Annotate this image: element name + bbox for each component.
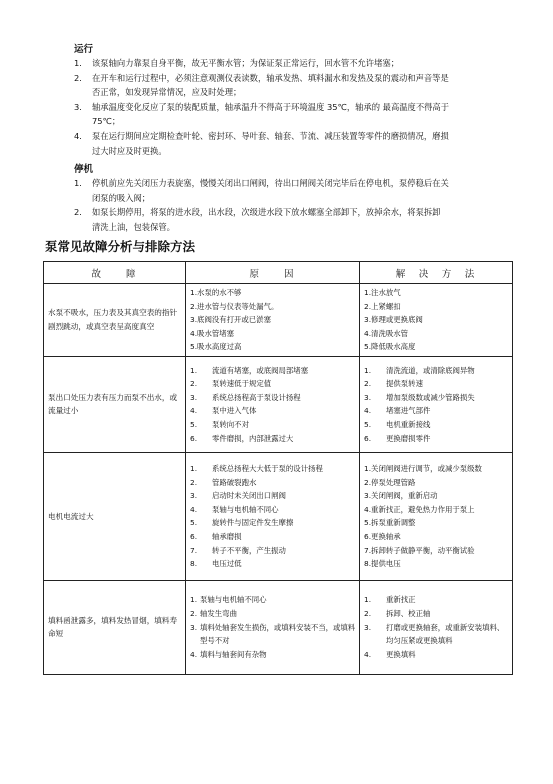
solution-text: 1.关闭闸阀进行调节，或减少泵级数 — [364, 464, 482, 474]
solution-line — [364, 286, 510, 300]
solution-number: 2. — [364, 609, 372, 619]
solution-line — [364, 607, 510, 621]
solution-text: 重新找正 — [386, 595, 416, 605]
list-item-text — [92, 129, 514, 158]
solution-text: 打磨或更换轴套，或重新安装填料、均匀压紧或更换填料 — [386, 622, 505, 646]
cause-line — [190, 621, 357, 648]
cause-text: 启动时未关闭出口闸阀 — [212, 491, 286, 501]
cause-text: 1.水泵的水不够 — [190, 288, 242, 297]
cause-line — [190, 340, 357, 354]
solution-line — [364, 404, 510, 418]
cause-number: 3. — [190, 622, 198, 632]
solution-line — [364, 432, 510, 446]
cause-text: 填料与轴套间有杂物 — [200, 649, 267, 659]
solution-text: 堵塞进气部件 — [386, 406, 431, 416]
cause-line — [190, 391, 357, 405]
solution-number: 1. — [364, 595, 372, 605]
cause-line — [190, 462, 357, 476]
header-fault: 故 障 — [44, 262, 186, 284]
solution-line — [364, 327, 510, 341]
solution-cell — [360, 580, 513, 674]
solution-cell — [360, 284, 513, 357]
list-item-number: 3. — [74, 101, 82, 112]
solution-text: 提供泵转速 — [386, 379, 423, 389]
header-solution: 解 决 方 法 — [360, 262, 513, 284]
cause-line — [190, 544, 357, 558]
list-item-line: 该泵轴向力靠泵自身平衡，故无平衡水管；为保证泵正常运行，回水管不允许堵塞； — [92, 58, 399, 68]
solution-line — [364, 530, 510, 544]
list-item-number: 1. — [74, 178, 82, 188]
fault-table — [43, 261, 513, 675]
cause-line — [190, 327, 357, 341]
cause-text: 轴承磨损 — [212, 532, 242, 542]
list-item — [74, 176, 514, 205]
cause-text: 泵轴与电机轴不同心 — [212, 504, 279, 514]
operation-heading: 运行 — [74, 44, 94, 55]
list-item-line: 清洗上油，包装保管。 — [92, 221, 175, 232]
list-item — [74, 56, 514, 71]
list-item — [74, 100, 514, 129]
cause-number: 1. — [190, 595, 198, 605]
solution-number: 6. — [364, 433, 372, 443]
cause-text: 泵轴与电机轴不同心 — [200, 595, 267, 605]
list-item — [74, 129, 514, 158]
solution-text: 8.提供电压 — [364, 559, 401, 569]
cause-text: 泵转速低于规定值 — [212, 379, 272, 389]
fault-symptom-cell: 泵出口处压力表有压力而泵不出水，或流量过小 — [44, 356, 186, 452]
cause-line — [190, 648, 357, 662]
cause-number: 5. — [190, 420, 198, 430]
list-item-line: 在开车和运行过程中，必须注意观测仪表读数，轴承发热、填料漏水和发热及泵的震动和声音等是 — [92, 72, 449, 83]
cause-line — [190, 377, 357, 391]
cause-line — [190, 364, 357, 378]
solution-cell — [360, 356, 513, 452]
cause-line — [190, 404, 357, 418]
cause-text: 5.吸水高度过高 — [190, 342, 242, 352]
solution-text: 1.注水放气 — [364, 288, 401, 297]
solution-text: 更换填料 — [386, 649, 416, 659]
list-item-text — [92, 176, 514, 205]
cause-text: 3.底阀没有打开或已淤塞 — [190, 315, 271, 325]
solution-line — [364, 476, 510, 490]
list-item-text — [92, 71, 514, 100]
cause-number: 8. — [190, 559, 198, 569]
solution-line — [364, 313, 510, 327]
cause-line — [190, 607, 357, 621]
list-item-number: 2. — [74, 207, 82, 218]
solution-number: 5. — [364, 420, 372, 430]
solution-line — [364, 391, 510, 405]
list-item-line: 75℃； — [92, 116, 121, 127]
section-title: 泵常见故障分析与排除方法 — [45, 239, 196, 254]
solution-line — [364, 462, 510, 476]
header-cause: 原 因 — [186, 262, 360, 284]
solution-line — [364, 418, 510, 432]
cause-line — [190, 418, 357, 432]
solution-line — [364, 503, 510, 517]
table-row — [44, 284, 513, 357]
solution-text: 5.拆泵重新调整 — [364, 518, 416, 528]
list-item — [74, 71, 514, 100]
cause-number: 4. — [190, 504, 198, 514]
solution-number: 2. — [364, 379, 372, 389]
list-item-number: 2. — [74, 72, 82, 83]
cause-cell — [186, 452, 360, 580]
cause-number: 7. — [190, 545, 198, 555]
solution-text: 2.上紧螺扣 — [364, 301, 401, 311]
cause-line — [190, 593, 357, 607]
cause-number: 4. — [190, 406, 198, 416]
solution-text: 清洗流道，或清除底阀异物 — [386, 365, 475, 375]
cause-cell — [186, 284, 360, 357]
solution-line — [364, 648, 510, 662]
solution-cell — [360, 452, 513, 580]
cause-number: 2. — [190, 609, 198, 619]
solution-line — [364, 593, 510, 607]
solution-line — [364, 489, 510, 503]
cause-line — [190, 300, 357, 314]
cause-line — [190, 489, 357, 503]
cause-line — [190, 530, 357, 544]
table-row — [44, 356, 513, 452]
stop-list — [74, 176, 514, 234]
list-item — [74, 205, 514, 234]
cause-number: 4. — [190, 649, 198, 659]
cause-line — [190, 313, 357, 327]
cause-number: 3. — [190, 491, 198, 501]
solution-line — [364, 516, 510, 530]
solution-line — [364, 364, 510, 378]
cause-text: 系统总扬程大大低于泵的设计扬程 — [212, 464, 323, 474]
list-item-line: 过大时应及时更换。 — [92, 145, 167, 156]
cause-line — [190, 503, 357, 517]
fault-symptom-cell: 电机电流过大 — [44, 452, 186, 580]
list-item-line: 停机前应先关闭压力表旋塞，慢慢关闭出口闸阀，待出口闸阀关闭完毕后在停电机，泵停稳后在关 — [92, 178, 449, 188]
solution-number: 1. — [364, 365, 372, 375]
list-item-line: 闭泵的吸入阀； — [92, 192, 151, 203]
cause-text: 4.吸水管堵塞 — [190, 328, 235, 338]
solution-number: 4. — [364, 406, 372, 416]
solution-line — [364, 621, 510, 648]
cause-text: 2.进水管与仪表等处漏气。 — [190, 301, 279, 311]
cause-line — [190, 476, 357, 490]
cause-text: 管路破裂跑水 — [212, 477, 257, 487]
solution-text: 增加泵级数或减少管路损失 — [386, 392, 475, 402]
fault-symptom-cell: 填料函泄露多，填料发热冒烟，填料寿命短 — [44, 580, 186, 674]
solution-line — [364, 340, 510, 354]
solution-text: 5.降低吸水高度 — [364, 342, 416, 352]
cause-text: 泵转向不对 — [212, 420, 249, 430]
cause-number: 2. — [190, 477, 198, 487]
table-header-row — [44, 262, 513, 284]
operation-list — [74, 56, 514, 158]
solution-text: 3.修理或更换底阀 — [364, 315, 423, 325]
fault-symptom-cell: 水泵不吸水，压力表及其真空表的指针剧烈跳动，或真空表呈高度真空 — [44, 284, 186, 357]
cause-number: 3. — [190, 392, 198, 402]
cause-number: 6. — [190, 532, 198, 542]
solution-text: 6.更换轴承 — [364, 532, 401, 542]
solution-line — [364, 557, 510, 571]
cause-line — [190, 557, 357, 571]
table-row — [44, 452, 513, 580]
solution-line — [364, 377, 510, 391]
solution-text: 更换磨损零件 — [386, 433, 431, 443]
cause-text: 旋转件与固定件发生摩擦 — [212, 518, 294, 528]
cause-line — [190, 516, 357, 530]
list-item-line: 泵在运行期间应定期检查叶轮、密封环、导叶套、轴套、节流、减压装置等零件的磨损情况，磨损 — [92, 130, 449, 141]
solution-text: 4.清洗吸水管 — [364, 328, 409, 338]
cause-text: 转子不平衡，产生振动 — [212, 545, 286, 555]
list-item-line: 轴承温度变化反应了泵的装配质量，轴承温升不得高于环境温度 35℃，轴承的 最高温度不得高于 — [92, 101, 450, 112]
solution-text: 拆卸、校正轴 — [386, 609, 431, 619]
cause-cell — [186, 356, 360, 452]
cause-number: 1. — [190, 365, 198, 375]
cause-text: 流道有堵塞，或底阀局部堵塞 — [212, 365, 309, 375]
cause-text: 电压过低 — [212, 559, 242, 569]
cause-text: 轴发生弯曲 — [200, 609, 237, 619]
stop-heading: 停机 — [74, 164, 94, 175]
solution-number: 3. — [364, 622, 372, 632]
cause-text: 系统总扬程高于泵设计扬程 — [212, 392, 301, 402]
cause-text: 零件磨损，内部泄露过大 — [212, 433, 294, 443]
solution-number: 3. — [364, 392, 372, 402]
table-row — [44, 580, 513, 674]
solution-text: 7.拆卸转子做静平衡，动平衡试验 — [364, 545, 475, 555]
solution-text: 2.停泵处理管路 — [364, 477, 416, 487]
list-item-number: 1. — [74, 58, 82, 68]
list-item-text — [92, 100, 514, 129]
cause-text: 填料处轴套发生损伤，或填料安装不当，或填料型号不对 — [200, 622, 356, 646]
cause-text: 泵中进入气体 — [212, 406, 257, 416]
cause-number: 5. — [190, 518, 198, 528]
cause-number: 1. — [190, 464, 198, 474]
cause-number: 2. — [190, 379, 198, 389]
list-item-text — [92, 205, 514, 234]
solution-line — [364, 300, 510, 314]
solution-text: 3.关闭闸阀，重新启动 — [364, 491, 438, 501]
list-item-line: 否正常，如发现异常情况，应及时处理； — [92, 87, 242, 98]
solution-text: 4.重新找正，避免热力作用于泵上 — [364, 504, 475, 514]
solution-text: 电机重新接线 — [386, 420, 431, 430]
cause-number: 6. — [190, 433, 198, 443]
list-item-number: 4. — [74, 130, 82, 141]
solution-number: 4. — [364, 649, 372, 659]
cause-cell — [186, 580, 360, 674]
cause-line — [190, 286, 357, 300]
cause-line — [190, 432, 357, 446]
solution-line — [364, 544, 510, 558]
list-item-text — [92, 56, 514, 71]
list-item-line: 如泵长期停用，将泵的进水段，出水段，次级进水段下放水螺塞全部卸下，放掉余水，将泵拆卸 — [92, 207, 441, 218]
